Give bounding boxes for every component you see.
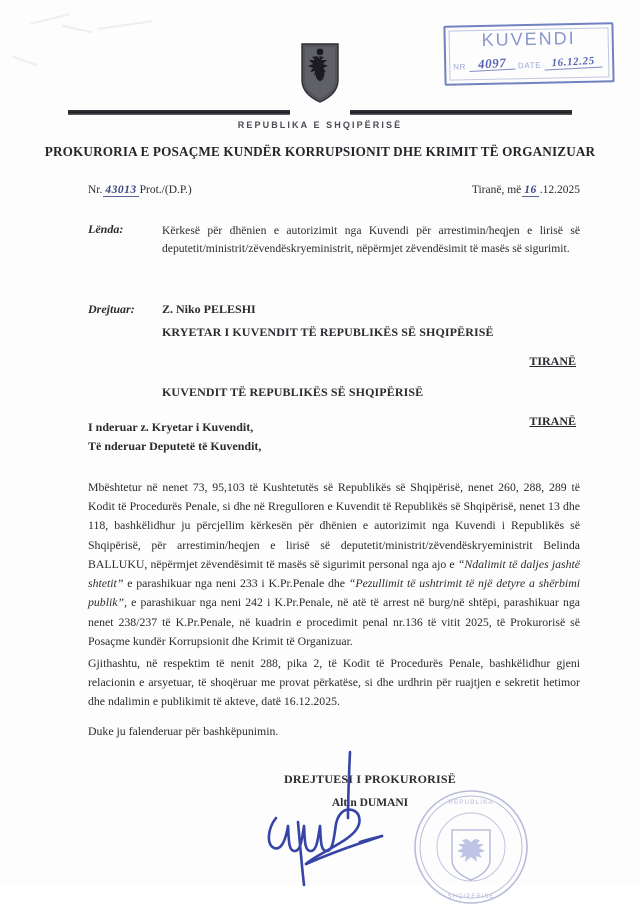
stamp-institution: KUVENDI	[481, 28, 576, 50]
protocol-number-group	[88, 184, 192, 197]
stamp-nr-value: 4097	[469, 56, 516, 73]
protocol-date-suffix: .12.2025	[539, 184, 580, 196]
signature-block	[250, 772, 490, 809]
subject-field	[80, 222, 580, 259]
p1-quote-2: “Pezullimit të ushtrimit të një detyre a shërbimi publik”	[88, 576, 580, 610]
protocol-nr-value: 43013	[105, 184, 137, 196]
p1-part-1: Mbështetur në nenet 73, 95,103 të Kushtetutës së Republikës së Shqipërisë, nenet 260, 288, 289 të Kodit të Procedurës Penale, si dhe në Rregulloren e Kuvendit të Republikës së Shqipërisë, nenet 13 dhe 118, bashkëlidhur ju përcjellim kërkesën për dhënien e autorizimit nga Kuvendi i Republikës së Shqipërisë, për arrestimin/heqjen e lirisë së deputetit/ministrit/zëvendëskryeministrit Belinda BALLUKU, nëpërmjet zëvendësimit të masës së sigurimit personal nga ajo e	[88, 480, 580, 571]
subject-text: Kërkesë për dhënien e autorizimit nga Kuvendi për arrestimin/heqjen e lirisë së deputetit/ministrit/zëvendëskryeministrit, nëpërmjet zëvendësimit të masës së sigurimit.	[162, 224, 580, 256]
kuvendi-reception-stamp	[443, 22, 614, 86]
addressee-organization: KUVENDIT TË REPUBLIKËS SË SHQIPËRISË	[162, 385, 424, 399]
addressee-role: KRYETAR I KUVENDIT TË REPUBLIKËS SË SHQIPËRISË	[162, 325, 494, 339]
protocol-date-group	[472, 184, 580, 197]
protocol-nr-prefix: Nr.	[88, 184, 103, 196]
protocol-place-prefix: Tiranë, më	[471, 184, 522, 196]
rule-left	[68, 110, 290, 115]
addressee-label: Drejtuar:	[88, 302, 135, 316]
p1-quote-1: “Ndalimit të daljes jashtë shtetit”	[88, 556, 580, 591]
scan-artifact	[98, 20, 153, 30]
p1-part-2: e parashikuar nga neni 233 i K.Pr.Penale dhe	[123, 576, 349, 591]
signatory-name: Altin DUMANI	[331, 797, 409, 809]
signatory-role: DREJTUESI I PROKURORISË	[284, 772, 456, 786]
body-paragraph-3	[88, 722, 580, 741]
svg-text:REPUBLIKA: REPUBLIKA	[448, 799, 494, 806]
stamp-nr-label: NR	[453, 62, 467, 72]
header-rule	[68, 110, 572, 115]
body-paragraph-1	[88, 478, 580, 651]
paragraph-3-text: Duke ju falenderuar për bashkëpunimin.	[88, 724, 279, 738]
organization-title: PROKURORIA E POSAÇME KUNDËR KORRUPSIONIT DHE KRIMIT TË ORGANIZUAR	[44, 144, 596, 159]
paragraph-2-text: Gjithashtu, në respektim të nenit 288, pika 2, të Kodit të Procedurës Penale, bashkëlidhur gjeni relacionin e arsyetuar, të shoqëruar me provat përkatëse, si dhe urdhrin për ruajtjen e sekretit hetimor dhe ndalimin e publikimit të akteve, datë 16.12.2025.	[88, 656, 580, 709]
body-paragraph-2	[88, 654, 580, 712]
p1-part-3: , e parashikuar nga neni 242 i K.Pr.Penale, në atë të arrest në burg/në shtëpi, parashikuar nga nenet 238/237 të K.Pr.Penale, në kuadrin e procedimit penal nr.136 të vitit 2025, të Prokurorisë së Posaçme kundër Korrupsionit dhe Krimit të Organizuar.	[88, 595, 580, 648]
salutation-line-1: I nderuar z. Kryetar i Kuvendit,	[88, 420, 254, 434]
protocol-day-value: 16	[524, 184, 537, 196]
addressee-body	[162, 302, 580, 429]
addressee-field	[80, 302, 580, 429]
republic-subtitle: REPUBLIKA E SHQIPËRISË	[237, 120, 403, 130]
addressee-city-1: TIRANË	[529, 354, 576, 368]
addressee-name: Z. Niko PELESHI	[162, 302, 256, 316]
svg-text:SHQIPERISE: SHQIPERISE	[447, 894, 495, 900]
stamp-date-value: 16.12.25	[544, 55, 603, 70]
rule-right	[350, 110, 572, 115]
salutation-block	[88, 418, 261, 455]
protocol-row	[88, 184, 580, 197]
salutation-line-2: Të nderuar Deputetë të Kuvendit,	[88, 438, 262, 453]
addressee-city-2: TIRANË	[529, 414, 576, 428]
protocol-nr-suffix: Prot./(D.P.)	[139, 184, 192, 196]
paragraph-1-text	[88, 478, 580, 651]
scan-artifact	[30, 13, 69, 25]
subject-label: Lënda:	[88, 222, 124, 236]
stamp-date-label: DATE	[517, 60, 542, 71]
scan-artifact	[62, 25, 92, 33]
albanian-coat-of-arms-icon	[298, 42, 342, 104]
